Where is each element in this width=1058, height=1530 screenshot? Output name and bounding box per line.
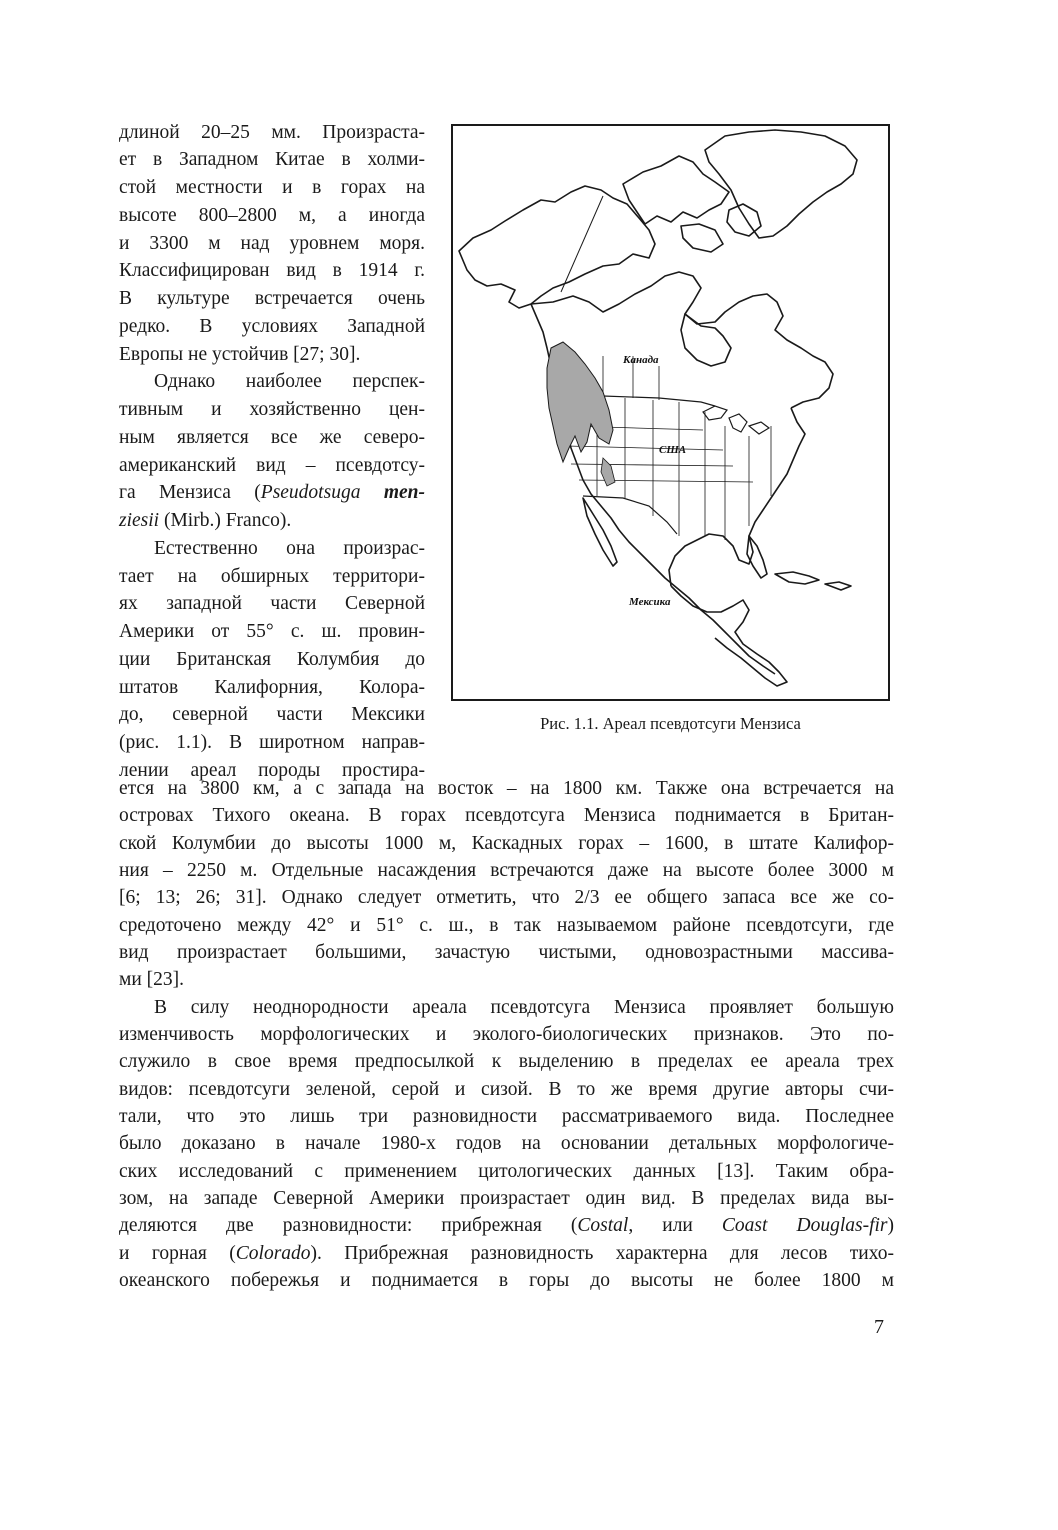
text-run: ). Прибрежная разновидность характерна для лесов тихо- [310,1243,894,1264]
text-line: В культуре встречается очень [119,288,425,309]
figure-caption: Рис. 1.1. Ареал псевдотсуги Мензиса [540,714,801,733]
text-line: американский вид – псевдотсу- [119,455,425,476]
text-line [119,1240,894,1267]
text-run: га Мензиса ( [119,482,261,503]
text-run: ) [887,1215,894,1236]
north-america-map [453,126,888,699]
great-lakes [749,422,769,434]
text-line: ях западной части Северной [119,593,425,614]
great-lakes [729,414,747,432]
text-line: (рис. 1.1). В широтном направ- [119,732,425,753]
caribbean-islands [825,582,851,590]
text-line: вид произрастает большими, зачастую чистыми, одновозрастными массива- [119,942,894,963]
text-line: ным является все же северо- [119,427,425,448]
text-line: и 3300 м над уровнем моря. [119,233,425,254]
text-line: Однако наиболее перспек- [154,371,425,392]
text-line: тали, что это лишь три разновидности рассматриваемого вида. Последнее [119,1106,894,1127]
text-line: служило в свое время предпосылкой к выделению в пределах ее ареала трех [119,1051,894,1072]
range-map-figure [451,124,890,701]
text-line [119,507,425,534]
text-line: стой местности и в горах на [119,177,425,198]
text-line: было доказано в начале 1980-х годов на основании детальных морфологиче- [119,1133,894,1154]
text-line: ется на 3800 км, а с запада на восток – на 1800 км. Также она встречается на [119,778,894,799]
text-line: Классифицирован вид в 1914 г. [119,260,425,281]
text-line: ми [23]. [119,969,185,990]
text-line: зом, на западе Северной Америки произрастает один вид. В пределах вида вы- [119,1188,894,1209]
page-number: 7 [874,1316,884,1338]
text-run: и горная ( [119,1243,236,1264]
text-line [119,1212,894,1239]
text-line: видов: псевдотсуги зеленой, серой и сизой. В то же время другие авторы счи- [119,1079,894,1100]
hudson-bay [681,314,731,366]
text-line [119,479,425,506]
baja-california [583,498,617,566]
text-line: средоточено между 42° и 51° с. ш., в так называемом районе псевдотсуги, где [119,915,894,936]
text-run: , или [628,1215,722,1236]
great-lakes [703,406,727,420]
text-line: Америки от 55° с. ш. провин- [119,621,425,642]
text-line: ской Колумбии до высоты 1000 м, Каскадных горах – 1600, в штате Калифор- [119,833,894,854]
map-label-mexico: Мексика [629,596,671,608]
term: Coast Douglas-fir [721,1215,888,1236]
species-name-bold: men- [383,482,425,503]
text-line: лении ареал породы простира- [119,760,425,781]
caribbean-islands [775,572,819,584]
text-line: Европы не устойчив [27; 30]. [119,344,361,365]
text-line: ния – 2250 м. Отдельные насаждения встречаются даже на высоте более 3000 м [119,860,894,881]
text-line: тает на обширных территори- [119,566,425,587]
text-line: штатов Калифорния, Колора- [119,677,425,698]
alaska-border [561,196,603,292]
text-line: [6; 13; 26; 31]. Однако следует отметить, что 2/3 ее общего запаса все же со- [119,887,894,908]
text-line: ет в Западном Китае в холми- [119,149,425,170]
text-line: длиной 20–25 мм. Произраста- [119,122,425,143]
species-name: Pseudotsuga [260,482,384,503]
text-line: редко. В условиях Западной [119,316,425,337]
text-line: ских исследований с применением цитологических данных [13]. Таким обра- [119,1161,894,1182]
text-line: до, северной части Мексики [119,704,425,725]
text-line: островах Тихого океана. В горах псевдотсуга Мензиса поднимается в Британ- [119,805,894,826]
text-line: В силу неоднородности ареала псевдотсуга Мензиса проявляет большую [154,997,894,1018]
text-line: изменчивость морфологических и эколого-биологических признаков. Это по- [119,1024,894,1045]
map-label-canada: Канада [623,354,659,366]
text-line: Естественно она произрас- [154,538,425,559]
term: Colorado [235,1243,311,1264]
text-line: ции Британская Колумбия до [119,649,425,670]
map-label-usa: США [659,444,687,456]
alaska-outline [459,186,655,308]
species-name: ziesii [119,510,160,531]
text-run: (Mirb.) Franco). [159,510,292,531]
arctic-islands [727,204,761,236]
arctic-islands [681,224,723,252]
east-coast [669,408,805,586]
text-line: высоте 800–2800 м, а иногда [119,205,425,226]
text-line: океанского побережья и поднимается в горы до высоты не более 1800 м [119,1270,894,1291]
text-run: деляются две разновидности: прибрежная ( [119,1215,578,1236]
term: Costal [577,1215,629,1236]
text-line: тивным и хозяйственно цен- [119,399,425,420]
douglas-fir-range [601,458,615,486]
